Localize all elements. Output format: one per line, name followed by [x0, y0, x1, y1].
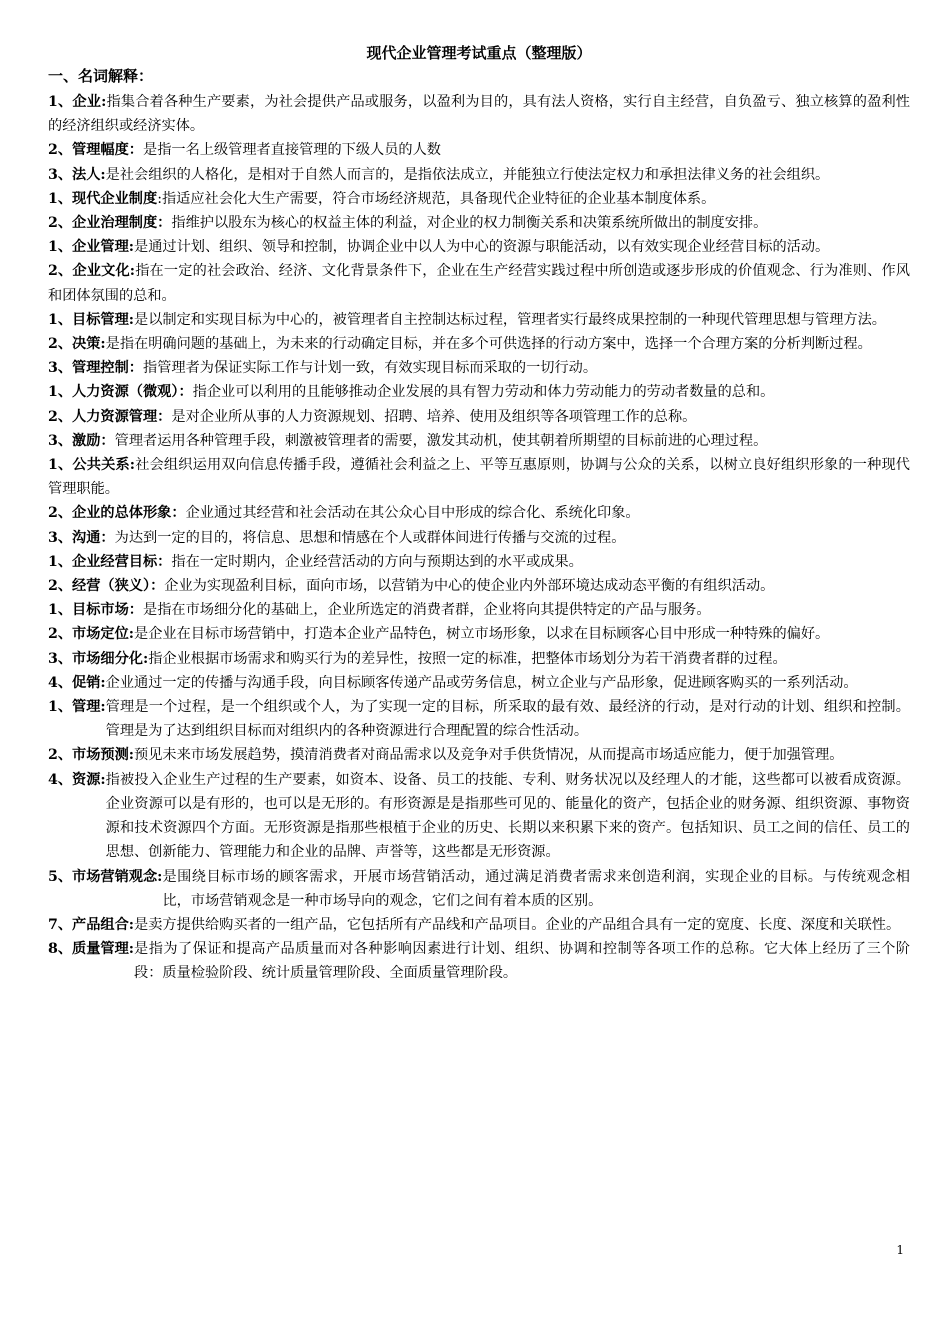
definition-text: 为达到一定的目的，将信息、思想和情感在个人或群体间进行传播与交流的过程。	[114, 529, 626, 546]
definition-term: 3、市场细分化:	[48, 650, 149, 667]
definition-term: 3、激励：	[48, 432, 115, 449]
definition-text: 是对企业所从事的人力资源规划、招聘、培养、使用及组织等各项管理工作的总称。	[171, 408, 697, 425]
definition-item	[48, 90, 910, 138]
definition-text: 是指一名上级管理者直接管理的下级人员的人数	[143, 142, 441, 159]
definition-term: 3、管理控制：	[48, 360, 143, 377]
definition-term: 2、决策:	[48, 336, 106, 353]
page-number: 1	[896, 1243, 904, 1257]
definition-term: 1、现代企业制度	[48, 190, 158, 207]
definition-item	[48, 622, 910, 646]
definition-text: 企业通过其经营和社会活动在其公众心目中形成的综合化、系统化印象。	[185, 505, 640, 522]
document-page	[48, 44, 910, 986]
definition-term: 1、公共关系:	[48, 457, 136, 474]
definition-item	[48, 380, 910, 404]
definition-term: 2、企业的总体形象：	[48, 505, 186, 522]
definition-text: 指在一定的社会政治、经济、文化背景条件下，企业在生产经营实践过程中所创造或逐步形成的价值观念、行为准则、作风和团体氛围的总和。	[48, 263, 910, 304]
definition-term: 1、管理:	[48, 699, 106, 716]
definition-text: 指被投入企业生产过程的生产要素，如资本、设备、员工的技能、专利、财务状况以及经理人的才能，这些都可以被看成资源。企业资源可以是有形的，也可以是无形的。有形资源是是指那些可见的、能量化的资产，包括企业的财务源、组织资源、事物资源和技术资源四个方面。无形资源是指那些根植于企业的历史、长期以来积累下来的资产。包括知识、员工之间的信任、员工的思想、创新能力、管理能力和企业的品牌、声誉等，这些都是无形资源。	[105, 771, 910, 861]
definition-item	[48, 332, 910, 356]
definition-item	[48, 187, 910, 211]
definition-item	[48, 259, 910, 307]
definition-text: 管理者运用各种管理手段，刺激被管理者的需要，激发其动机，使其朝着所期望的目标前进的心理过程。	[114, 432, 768, 449]
definition-term: 8、质量管理:	[48, 941, 135, 958]
definition-text: 是指为了保证和提高产品质量而对各种影响因素进行计划、组织、协调和控制等各项工作的总称。它大体上经历了三个阶段：质量检验阶段、统计质量管理阶段、全面质量管理阶段。	[134, 941, 910, 982]
definition-item	[48, 429, 910, 453]
definition-item	[48, 453, 910, 501]
definition-item	[48, 211, 910, 235]
definition-term: 2、人力资源管理：	[48, 408, 172, 425]
definition-text: 指企业根据市场需求和购买行为的差异性，按照一定的标准，把整体市场划分为若干消费者群的过程。	[148, 650, 787, 667]
definition-term: 2、市场预测:	[48, 747, 135, 764]
definition-term: 7、产品组合:	[48, 916, 135, 933]
definition-item-hanging	[48, 743, 910, 767]
definition-text: 指在一定时期内，企业经营活动的方向与预期达到的水平或成果。	[171, 553, 583, 570]
definition-text: 是社会组织的人格化，是相对于自然人而言的，是指依法成立，并能独立行使法定权力和承担法律义务的社会组织。	[105, 166, 830, 183]
definition-text: 社会组织运用双向信息传播手段，遵循社会利益之上、平等互惠原则，协调与公众的关系，以树立良好组织形象的一种现代管理职能。	[48, 457, 910, 498]
document-title: 现代企业管理考试重点（整理版）	[366, 44, 592, 62]
definition-term: 1、目标市场：	[48, 602, 143, 619]
definition-item	[48, 647, 910, 671]
definition-text: 企业为实现盈利目标，面向市场，以营销为中心的使企业内外部环境达成动态平衡的有组织活动。	[164, 578, 775, 595]
definition-item	[48, 574, 910, 598]
definition-text: 指管理者为保证实际工作与计划一致，有效实现目标而采取的一切行动。	[143, 360, 598, 377]
definition-item	[48, 138, 910, 162]
definition-term: 3、沟通：	[48, 529, 115, 546]
definition-text: 指企业可以利用的且能够推动企业发展的具有智力劳动和体力劳动能力的劳动者数量的总和。	[192, 384, 775, 401]
definition-item-hanging	[48, 695, 910, 743]
definition-item-hanging	[48, 768, 910, 865]
definition-text: 是围绕目标市场的顾客需求，开展市场营销活动，通过满足消费者需求来创造利润，实现企业的目标。与传统观念相比，市场营销观念是一种市场导向的观念，它们之间有着本质的区别。	[162, 868, 910, 909]
definition-item	[48, 356, 910, 380]
definition-term: 5、市场营销观念:	[48, 868, 163, 885]
definition-text: 是卖方提供给购买者的一组产品，它包括所有产品线和产品项目。企业的产品组合具有一定的宽度、长度、深度和关联性。	[134, 916, 901, 933]
definition-item	[48, 405, 910, 429]
definition-term: 3、法人:	[48, 166, 106, 183]
section-heading: 一、名词解释：	[48, 67, 154, 85]
definition-term: 2、企业治理制度：	[48, 215, 172, 232]
definition-term: 4、促销:	[48, 674, 106, 691]
definition-item	[48, 501, 910, 525]
definition-term: 1、企业经营目标：	[48, 553, 172, 570]
definition-text: :指适应社会化大生产需要，符合市场经济规范，具备现代企业特征的企业基本制度体系。	[157, 190, 716, 207]
definition-item-hanging	[48, 865, 910, 913]
definition-text: 指集合着各种生产要素，为社会提供产品或服务，以盈利为目的，具有法人资格，实行自主经营，自负盈亏、独立核算的盈利性的经济组织或经济实体。	[48, 94, 910, 135]
definition-text: 是以制定和实现目标为中心的，被管理者自主控制达标过程，管理者实行最终成果控制的一种现代管理思想与管理方法。	[134, 311, 886, 328]
definition-term: 2、企业文化:	[48, 263, 136, 280]
definition-list	[48, 90, 910, 986]
definition-text: 预见未来市场发展趋势，摸清消费者对商品需求以及竞争对手供货情况，从而提高市场适应能力，便于加强管理。	[134, 747, 844, 764]
definition-term: 4、资源:	[48, 771, 106, 788]
definition-item	[48, 235, 910, 259]
definition-item	[48, 550, 910, 574]
definition-item-hanging	[48, 913, 910, 937]
definition-term: 1、企业:	[48, 94, 107, 110]
definition-text: 是指在市场细分化的基础上，企业所选定的消费者群，企业将向其提供特定的产品与服务。	[143, 602, 711, 619]
definition-text: 企业通过一定的传播与沟通手段，向目标顾客传递产品或劳务信息，树立企业与产品形象，促进顾客购买的一系列活动。	[105, 674, 858, 691]
definition-text: 是指在明确问题的基础上，为未来的行动确定目标，并在多个可供选择的行动方案中，选择一个合理方案的分析判断过程。	[105, 336, 872, 353]
definition-item	[48, 308, 910, 332]
definition-item-hanging	[48, 937, 910, 985]
definition-term: 2、经营（狭义）：	[48, 578, 165, 595]
definition-term: 1、目标管理:	[48, 311, 135, 328]
definition-item	[48, 163, 910, 187]
definition-item	[48, 671, 910, 695]
definition-term: 2、管理幅度：	[48, 142, 143, 159]
definition-item	[48, 598, 910, 622]
definition-text: 是通过计划、组织、领导和控制，协调企业中以人为中心的资源与职能活动，以有效实现企业经营目标的活动。	[134, 239, 830, 256]
definition-term: 1、人力资源（微观）：	[48, 384, 193, 401]
definition-item	[48, 526, 910, 550]
definition-text: 指维护以股东为核心的权益主体的利益，对企业的权力制衡关系和决策系统所做出的制度安排。	[171, 215, 768, 232]
definition-text: 管理是一个过程，是一个组织或个人，为了实现一定的目标，所采取的最有效、最经济的行动，是对行动的计划、组织和控制。管理是为了达到组织目标而对组织内的各种资源进行合理配置的综合性活动。	[105, 699, 910, 740]
definition-text: 是企业在目标市场营销中，打造本企业产品特色，树立市场形象，以求在目标顾客心目中形成一种特殊的偏好。	[134, 626, 830, 643]
definition-term: 1、企业管理:	[48, 239, 135, 256]
definition-term: 2、市场定位:	[48, 626, 135, 643]
